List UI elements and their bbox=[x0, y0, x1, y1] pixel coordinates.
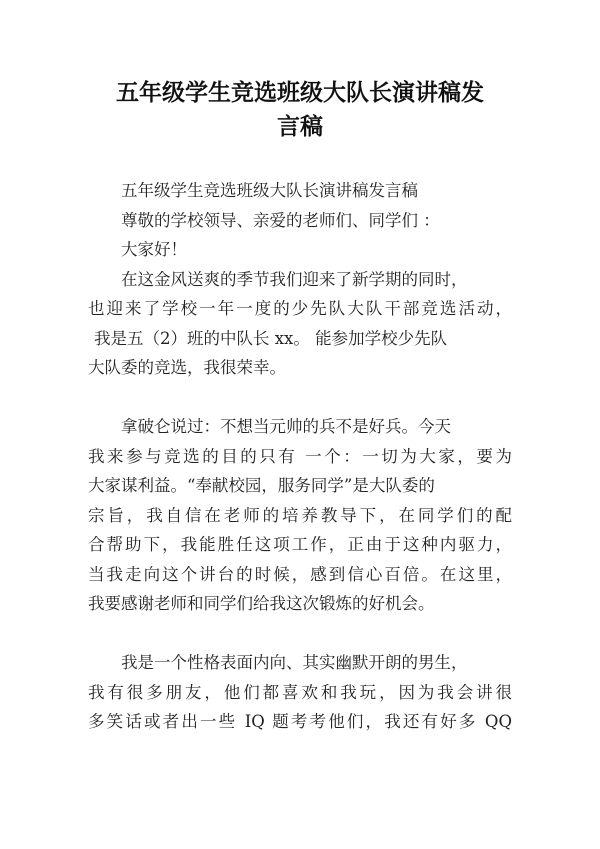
paragraph-1-line-2: 也迎来了学校一年一度的少先队大队干部竞选活动， bbox=[88, 299, 512, 318]
paragraph-3-line-1: 我是一个性格表面内向、其实幽默开朗的男生， bbox=[121, 653, 468, 672]
document-body bbox=[88, 176, 512, 737]
paragraph-2-line-4: 宗旨，我自信在老师的培养教导下，在同学们的配 bbox=[88, 505, 512, 525]
salutation: 尊敬的学校领导、亲爱的老师们、同学们 ： bbox=[121, 210, 440, 230]
title-line-2: 言稿 bbox=[277, 114, 323, 140]
paragraph-2-line-2: 我来参与竞选的目的只有 一个：一切为大家，要为 bbox=[88, 446, 512, 466]
paragraph-2-line-1: 拿破仑说过：不想当元帅的兵不是好兵。今天 bbox=[121, 417, 451, 436]
paragraph-2-line-5: 合帮助下，我能胜任这项工作，正由于这种内驱力， bbox=[88, 535, 512, 554]
paragraph-1-line-4: 大队委的竞选，我很荣幸。 bbox=[88, 358, 286, 377]
document-title bbox=[80, 76, 520, 144]
title-line-1: 五年级学生竞选班级大队长演讲稿发 bbox=[116, 80, 484, 106]
paragraph-3-line-3: 多笑话或者出一些 IQ 题考考他们，我还有好多 QQ bbox=[88, 712, 512, 731]
heading-repeat: 五年级学生竞选班级大队长演讲稿发言稿 bbox=[121, 181, 418, 200]
paragraph-gap bbox=[88, 383, 512, 413]
paragraph-2-line-3: 大家谋利益。“奉献校园，服务同学”是大队委的 bbox=[88, 476, 435, 495]
greeting: 大家好！ bbox=[121, 240, 187, 259]
paragraph-gap bbox=[88, 619, 512, 649]
paragraph-1-line-3: 我是五（2）班的中队长 xx。 能参加学校少先队 bbox=[94, 328, 448, 348]
paragraph-1-line-1: 在这金风送爽的季节我们迎来了新学期的同时， bbox=[121, 269, 468, 289]
paragraph-2-line-7: 我要感谢老师和同学们给我这次锻炼的好机会。 bbox=[88, 594, 435, 613]
paragraph-2-line-6: 当我走向这个讲台的时候，感到信心百倍。在这里， bbox=[88, 564, 512, 584]
paragraph-3-line-2: 我有很多朋友，他们都喜欢和我玩，因为我会讲很 bbox=[88, 682, 512, 702]
